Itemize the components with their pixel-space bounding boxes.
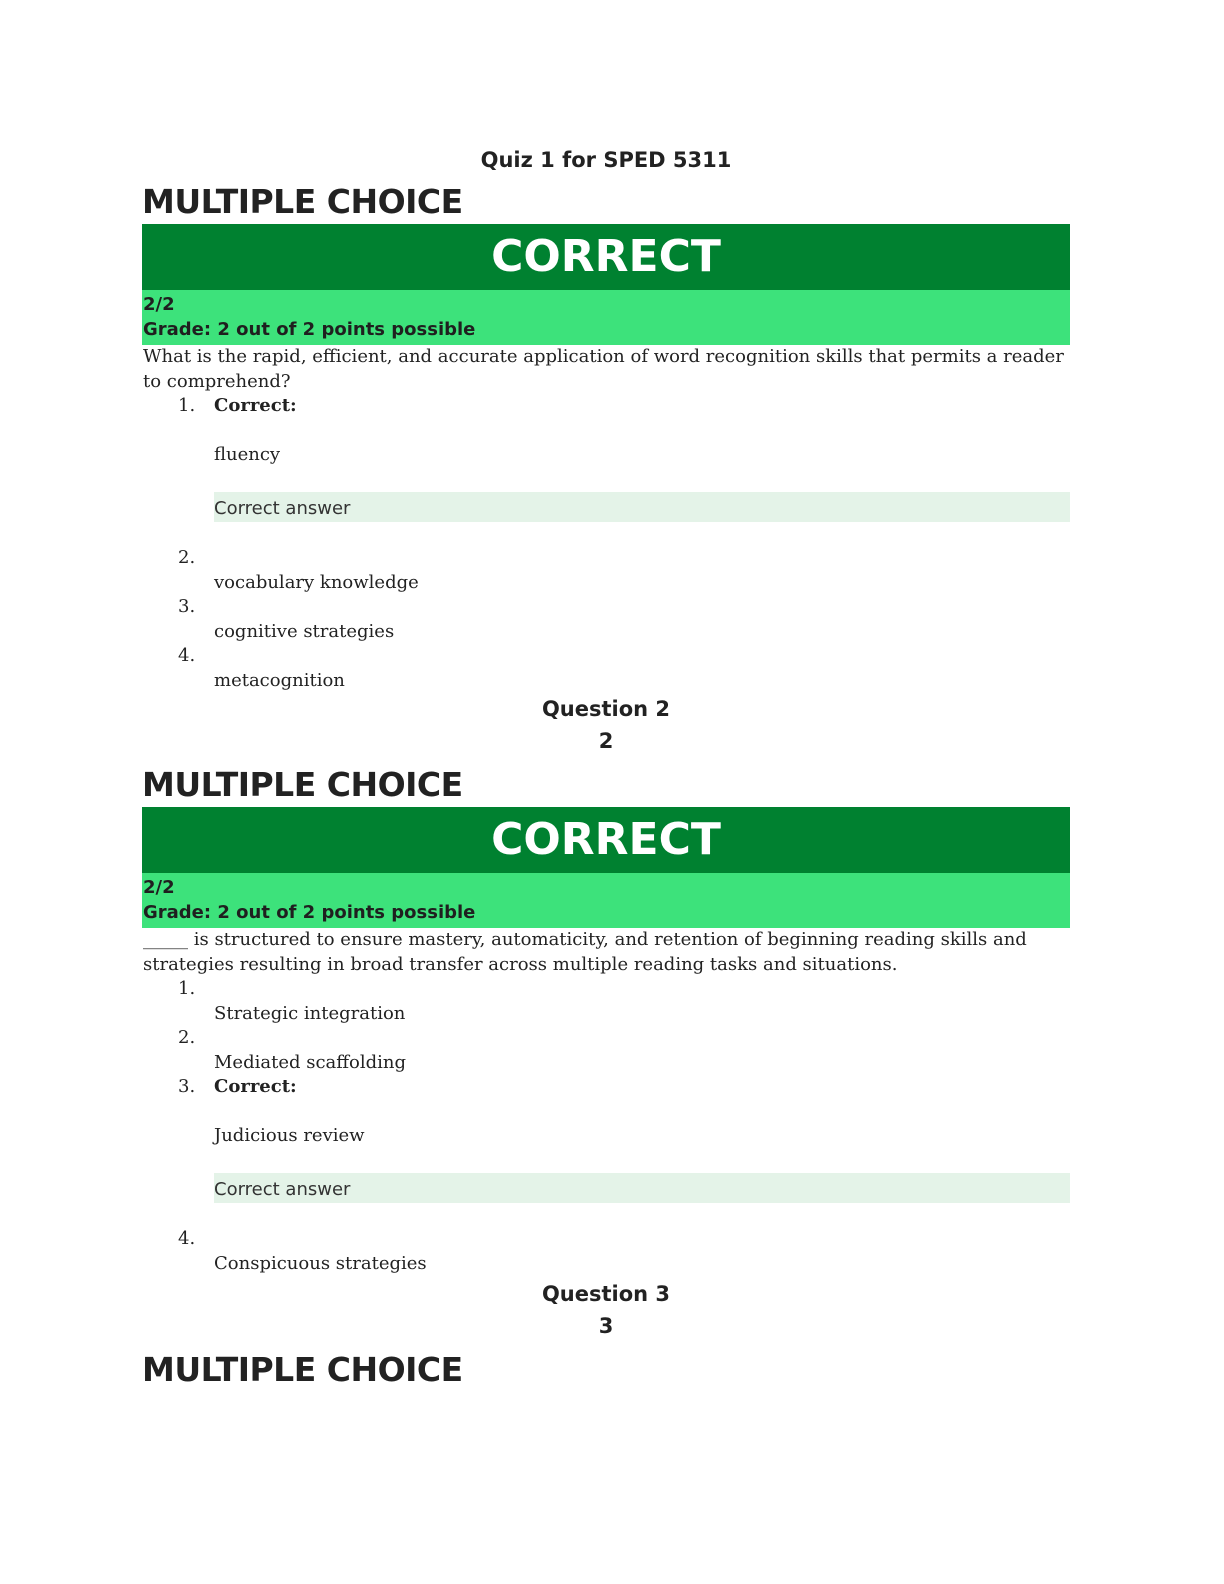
answer-option	[142, 394, 1070, 522]
option-number: 4.	[178, 1228, 196, 1249]
option-text: Judicious review	[214, 1124, 365, 1146]
question-2	[142, 693, 1070, 1276]
question-number: 2	[598, 729, 614, 753]
option-number: 3.	[178, 1076, 196, 1097]
answer-option	[142, 1075, 1070, 1203]
answer-list	[142, 977, 1070, 1276]
question-3	[142, 1278, 1070, 1392]
option-number: 4.	[178, 645, 196, 666]
answer-list	[142, 394, 1070, 693]
quiz-page	[142, 142, 1070, 1392]
answer-option	[142, 1227, 1070, 1276]
score-text: 2/2	[143, 877, 175, 898]
question-type-heading: MULTIPLE CHOICE	[142, 765, 463, 804]
correct-answer-indicator: Correct answer	[214, 1173, 1070, 1203]
option-number: 2.	[178, 547, 196, 568]
status-banner: CORRECT	[142, 807, 1070, 873]
question-prompt: _____ is structured to ensure mastery, automaticity, and retention of beginning reading skills and strategies resulting in broad transfer across multiple reading tasks and situations.	[143, 929, 1027, 975]
grade-box	[142, 873, 1070, 928]
grade-text: Grade: 2 out of 2 points possible	[143, 902, 476, 923]
option-text: vocabulary knowledge	[214, 571, 419, 593]
question-heading: Question 2	[541, 697, 671, 721]
option-text: Conspicuous strategies	[214, 1252, 427, 1274]
answer-option	[142, 595, 1070, 644]
grade-text: Grade: 2 out of 2 points possible	[143, 319, 476, 340]
option-text: Mediated scaffolding	[214, 1051, 407, 1073]
answer-option	[142, 546, 1070, 595]
question-type-heading: MULTIPLE CHOICE	[142, 182, 463, 221]
correct-answer-indicator: Correct answer	[214, 492, 1070, 522]
option-number: 2.	[178, 1027, 196, 1048]
answer-option	[142, 644, 1070, 693]
grade-box	[142, 290, 1070, 345]
status-banner: CORRECT	[142, 224, 1070, 290]
correct-label: Correct:	[214, 1076, 297, 1097]
question-1	[142, 180, 1070, 693]
question-prompt: What is the rapid, efficient, and accurate application of word recognition skills that permits a reader to comprehend?	[143, 346, 1064, 392]
document-title: Quiz 1 for SPED 5311	[480, 148, 732, 172]
question-heading: Question 3	[541, 1282, 671, 1306]
option-text: fluency	[214, 443, 281, 465]
question-number: 3	[598, 1314, 614, 1338]
option-text: metacognition	[214, 669, 345, 691]
score-text: 2/2	[143, 294, 175, 315]
question-type-heading: MULTIPLE CHOICE	[142, 1350, 463, 1389]
option-number: 1.	[178, 395, 196, 416]
option-number: 1.	[178, 978, 196, 999]
option-text: Strategic integration	[214, 1002, 406, 1024]
correct-label: Correct:	[214, 395, 297, 416]
option-text: cognitive strategies	[214, 620, 395, 642]
answer-option	[142, 1026, 1070, 1075]
option-number: 3.	[178, 596, 196, 617]
answer-option	[142, 977, 1070, 1026]
